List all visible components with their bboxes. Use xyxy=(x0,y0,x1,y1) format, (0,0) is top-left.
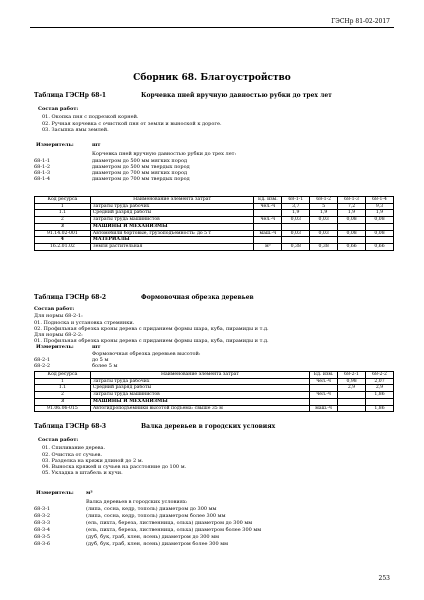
meter-text: более 5 м xyxy=(92,363,118,369)
meter-code: 68-3-4 xyxy=(34,527,51,533)
meter-code: 68-1-1 xyxy=(34,158,51,164)
value-cell xyxy=(310,237,338,244)
meter-text: диаметром до 500 мм твердых пород xyxy=(92,164,190,170)
header-cell: Наименование элемента затрат xyxy=(90,372,309,379)
meter-text: диаметром до 700 мм твердых пород xyxy=(92,176,190,182)
resource-name-cell: Земля растительная xyxy=(90,244,254,251)
header-cell: Наименование элемента затрат xyxy=(90,197,254,204)
value-cell: 1,9 xyxy=(338,210,366,217)
meter-unit: м³ xyxy=(86,490,93,496)
value-cell xyxy=(338,405,366,412)
value-cell: 1,9 xyxy=(310,210,338,217)
resource-name-cell: Затраты труда рабочих xyxy=(90,203,254,210)
value-cell: 2,07 xyxy=(366,378,394,385)
value-cell: 0,66 xyxy=(366,244,394,251)
resource-name-cell: Средний разряд работы xyxy=(90,210,254,217)
page-number: 253 xyxy=(378,575,390,582)
resource-code-cell: 16.2.01.02 xyxy=(35,244,91,251)
value-cell xyxy=(366,398,394,405)
value-cell xyxy=(338,237,366,244)
value-cell: 1,9 xyxy=(282,210,310,217)
table-heading-68-1 xyxy=(34,92,394,100)
meter-intro: Валка деревьев в городских условиях: xyxy=(86,499,188,505)
meter-text: (липа, сосна, кедр, тополь) диаметром более 300 мм xyxy=(86,513,226,519)
meter-text: диаметром до 500 мм мягких пород xyxy=(92,158,188,164)
table-row xyxy=(35,210,394,217)
work-composition-68-1 xyxy=(38,106,388,133)
table-heading-68-3 xyxy=(34,423,394,431)
collection-title: Сборник 68. Благоустройство xyxy=(133,73,291,83)
meter-intro: Формовочная обрезка деревьев высотой: xyxy=(92,351,201,357)
unit-cell: чел.-ч xyxy=(254,217,282,224)
meter-code: 68-3-5 xyxy=(34,534,51,540)
table-description: Валка деревьев в городских условиях xyxy=(141,423,276,430)
header-divider xyxy=(30,27,394,28)
work-line: 01. Спиливание дерева. xyxy=(42,445,106,452)
header-cell: 68-1-3 xyxy=(338,197,366,204)
work-composition-68-3 xyxy=(38,437,388,477)
meter-label: Измеритель: xyxy=(36,344,74,350)
work-line: 02. Профильная обрезка кроны дерева с приданием формы шара, куба, пирамиды и т.д. xyxy=(34,325,269,332)
meter-item xyxy=(34,527,394,534)
meter-code: 68-3-6 xyxy=(34,541,51,547)
work-line: 03. Разделка на кряжи длиной до 2 м. xyxy=(42,457,144,464)
resource-code-cell: 1 xyxy=(35,203,91,210)
table-name: Таблица ГЭСНр 68-1 xyxy=(34,92,107,99)
table-row xyxy=(35,378,394,385)
meter-item xyxy=(34,513,394,520)
value-cell: 0,38 xyxy=(310,244,338,251)
table-row xyxy=(35,237,394,244)
resource-name-cell: МАШИНЫ И МЕХАНИЗМЫ xyxy=(90,398,309,405)
meter-unit: шт xyxy=(92,142,101,148)
resource-name-cell: Автомобили бортовые, грузоподъемность: до 5 т xyxy=(90,230,254,237)
value-cell: 0,08 xyxy=(338,217,366,224)
unit-cell: чел.-ч xyxy=(310,392,338,399)
value-cell: 0,08 xyxy=(338,230,366,237)
table-row xyxy=(35,223,394,230)
unit-cell: чел.-ч xyxy=(254,203,282,210)
header-cell: 68-1-2 xyxy=(310,197,338,204)
meter-item xyxy=(34,541,394,548)
table-name: Таблица ГЭСНр 68-3 xyxy=(34,423,107,430)
table-row xyxy=(35,203,394,210)
value-cell: 7,2 xyxy=(338,203,366,210)
unit-cell xyxy=(310,385,338,392)
resource-name-cell: Затраты труда машинистов xyxy=(90,392,309,399)
meter-intro: Корчевка пней вручную давностью рубки до трех лет: xyxy=(92,151,237,157)
value-cell: 3,7 xyxy=(282,203,310,210)
resource-name-cell: Затраты труда машинистов xyxy=(90,217,254,224)
meter-text: (дуб, бук, граб, клен, ясень) диаметром более 300 мм xyxy=(86,541,228,547)
value-cell: 1,86 xyxy=(366,392,394,399)
work-composition-68-2 xyxy=(34,306,394,345)
meter-item xyxy=(34,176,394,182)
meter-code: 68-1-3 xyxy=(34,170,51,176)
value-cell: 0,03 xyxy=(310,217,338,224)
value-cell xyxy=(338,392,366,399)
value-cell: 0,03 xyxy=(282,230,310,237)
resource-code-cell: 1.1 xyxy=(35,385,91,392)
header-cell: 68-1-4 xyxy=(366,197,394,204)
table-row xyxy=(35,392,394,399)
value-cell: 5 xyxy=(310,203,338,210)
resource-code-cell: 2 xyxy=(35,217,91,224)
unit-cell xyxy=(310,398,338,405)
value-cell xyxy=(338,223,366,230)
meter-code: 68-2-1 xyxy=(34,357,51,363)
value-cell: 0,38 xyxy=(282,244,310,251)
table-name: Таблица ГЭСНр 68-2 xyxy=(34,294,107,301)
unit-cell xyxy=(254,223,282,230)
meter-block-68-1 xyxy=(34,142,394,182)
table-row xyxy=(35,398,394,405)
table-row xyxy=(35,385,394,392)
value-cell: 0,98 xyxy=(338,378,366,385)
resource-name-cell: Средний разряд работы xyxy=(90,385,309,392)
value-cell: 2,9 xyxy=(338,385,366,392)
header-cell: Ед. изм. xyxy=(254,197,282,204)
meter-text: (ель, пихта, береза, лиственница, ольха) диаметром более 300 мм xyxy=(86,527,262,533)
table-row xyxy=(35,405,394,412)
meter-item xyxy=(34,363,394,369)
resource-code-cell: 1.1 xyxy=(35,210,91,217)
table-heading-68-2 xyxy=(34,294,394,302)
unit-cell: м³ xyxy=(254,244,282,251)
work-line: 03. Засыпка ямы землей. xyxy=(42,126,109,133)
header-cell: 68-2-2 xyxy=(366,372,394,379)
resource-code-cell: 4 xyxy=(35,237,91,244)
work-label: Состав работ: xyxy=(38,106,79,112)
unit-cell: чел.-ч xyxy=(310,378,338,385)
header-cell: Код ресурса xyxy=(35,372,91,379)
header-cell: Ед. изм. xyxy=(310,372,338,379)
value-cell xyxy=(366,237,394,244)
meter-code: 68-2-2 xyxy=(34,363,51,369)
value-cell: 1,86 xyxy=(366,405,394,412)
resource-code-cell: 3 xyxy=(35,398,91,405)
meter-text: диаметром до 700 мм мягких пород xyxy=(92,170,188,176)
table-header-row xyxy=(35,197,394,204)
unit-cell: маш.-ч xyxy=(310,405,338,412)
table-row xyxy=(35,244,394,251)
meter-text: (дуб, бук, граб, клен, ясень) диаметром до 300 мм xyxy=(86,534,219,540)
resource-code-cell: 91.06.06-015 xyxy=(35,405,91,412)
value-cell: 1,9 xyxy=(366,210,394,217)
table-header-row xyxy=(35,372,394,379)
value-cell xyxy=(282,237,310,244)
resource-code-cell: 3 xyxy=(35,223,91,230)
meter-code: 68-1-4 xyxy=(34,176,51,182)
value-cell: 0,08 xyxy=(366,230,394,237)
meter-label: Измеритель: xyxy=(36,142,74,148)
value-cell xyxy=(338,398,366,405)
resource-code-cell: 2 xyxy=(35,392,91,399)
unit-cell xyxy=(254,237,282,244)
value-cell: 9,3 xyxy=(366,203,394,210)
unit-cell: маш.-ч xyxy=(254,230,282,237)
resource-name-cell: Затраты труда рабочих xyxy=(90,378,309,385)
meter-item xyxy=(34,506,394,513)
meter-text: (липа, сосна, кедр, тополь) диаметром до 300 мм xyxy=(86,506,217,512)
value-cell xyxy=(366,223,394,230)
unit-cell xyxy=(254,210,282,217)
meter-code: 68-3-1 xyxy=(34,506,51,512)
value-cell: 0,66 xyxy=(338,244,366,251)
resource-code-cell: 1 xyxy=(35,378,91,385)
value-cell: 0,03 xyxy=(310,230,338,237)
meter-text: до 5 м xyxy=(92,357,109,363)
resource-table-68-1 xyxy=(34,196,394,251)
work-label: Состав работ: xyxy=(38,437,79,443)
header-cell: 68-1-1 xyxy=(282,197,310,204)
resource-table-68-2 xyxy=(34,371,394,412)
table-row xyxy=(35,217,394,224)
work-line: Для нормы 68-2-1: xyxy=(34,313,83,320)
meter-code: 68-1-2 xyxy=(34,164,51,170)
value-cell xyxy=(310,223,338,230)
header-cell: 68-2-1 xyxy=(338,372,366,379)
work-line: 01. Окопка пня с подрезкой корней. xyxy=(42,114,139,121)
table-description: Корчевка пней вручную давностью рубки до трех лет xyxy=(141,92,332,99)
work-line: 05. Укладка в штабель и кучи. xyxy=(42,470,123,477)
resource-name-cell: Автогидроподъемники высотой подъема: свыше 35 м xyxy=(90,405,309,412)
meter-label: Измеритель: xyxy=(36,490,74,496)
work-line: 04. Выноска кряжей и сучьев на расстояние до 100 м. xyxy=(42,464,187,470)
value-cell: 0,08 xyxy=(366,217,394,224)
resource-code-cell: 91.14.02-001 xyxy=(35,230,91,237)
work-line: 01. Профильная обрезка кроны дерева с приданием формы шара, куба, пирамиды и т.д. xyxy=(34,338,269,345)
header-cell: Код ресурса xyxy=(35,197,91,204)
meter-item xyxy=(34,534,394,541)
work-line: 01. Подноска и установка стремянки. xyxy=(34,319,135,326)
work-label: Состав работ: xyxy=(34,306,75,312)
meter-item xyxy=(34,520,394,527)
meter-code: 68-3-2 xyxy=(34,513,51,519)
header-doc-code: ГЭСНр 81-02-2017 xyxy=(331,18,390,25)
value-cell xyxy=(282,223,310,230)
meter-block-68-2 xyxy=(34,344,394,370)
value-cell: 0,03 xyxy=(282,217,310,224)
table-row xyxy=(35,230,394,237)
resource-name-cell: МАТЕРИАЛЫ xyxy=(90,237,254,244)
meter-block-68-3 xyxy=(34,490,394,550)
work-line: 02. Ручная корчевка с очисткой пня от земли и выноской к дороге. xyxy=(42,120,222,127)
meter-code: 68-3-3 xyxy=(34,520,51,526)
value-cell: 2,9 xyxy=(366,385,394,392)
work-line: 02. Очистка от сучьев. xyxy=(42,451,103,458)
table-description: Формовочная обрезка деревьев xyxy=(141,294,254,301)
resource-name-cell: МАШИНЫ И МЕХАНИЗМЫ xyxy=(90,223,254,230)
meter-unit: шт xyxy=(92,344,101,350)
meter-text: (ель, пихта, береза, лиственница, ольха) диаметром до 300 мм xyxy=(86,520,253,526)
work-line: Для нормы 68-2-2: xyxy=(34,332,83,338)
